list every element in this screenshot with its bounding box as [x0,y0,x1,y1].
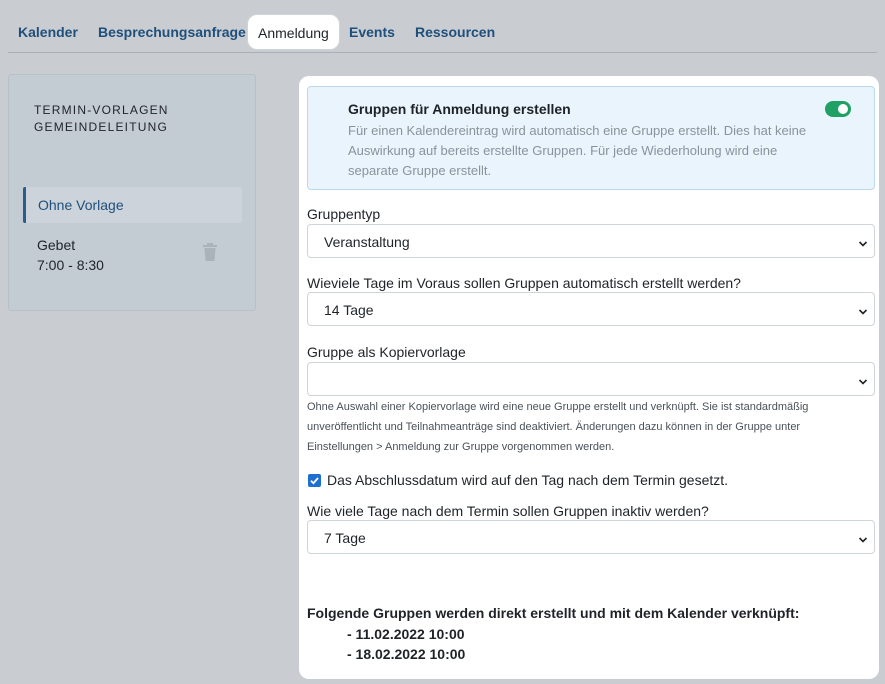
inaktiv-select[interactable] [307,520,875,554]
chevron-down-icon [858,532,868,542]
tab-events[interactable]: Events [349,24,395,40]
chevron-down-icon [858,374,868,384]
kopiervorlage-help: Ohne Auswahl einer Kopiervorlage wird eine neue Gruppe erstellt und verknüpft. Sie ist standardmäßig unveröffentlicht und Teilnahmeanträge sind deaktiviert. Änderungen dazu können in der Gruppe unter Einstellungen > Anmeldung zur Gruppe vorgenommen werden. [307,401,809,453]
info-description: Für einen Kalendereintrag wird automatisch eine Gruppe erstellt. Dies hat keine Auswirkung auf bereits erstellte Gruppen. Für jede Wiederholung wird eine separate Gruppe erstellt. [348,123,807,178]
gruppentyp-value: Veranstaltung [324,234,410,250]
kopiervorlage-select[interactable] [307,362,875,396]
anmeldung-panel [299,76,879,679]
result-item: - 18.02.2022 10:00 [347,646,466,662]
template-sidebar [8,74,256,311]
inaktiv-label: Wie viele Tage nach dem Termin sollen Gruppen inaktiv werden? [307,503,709,519]
abschluss-checkbox-label: Das Abschlussdatum wird auf den Tag nach dem Termin gesetzt. [327,472,729,488]
tage-voraus-label: Wieviele Tage im Voraus sollen Gruppen automatisch erstellt werden? [307,275,741,291]
info-title: Gruppen für Anmeldung erstellen [348,101,571,117]
sidebar-item-name: Gebet [37,237,76,253]
tage-voraus-select[interactable] [307,292,875,326]
tab-besprechungsanfrage[interactable]: Besprechungsanfrage [98,24,246,40]
tab-divider [8,52,877,53]
create-groups-toggle[interactable] [825,101,851,117]
sidebar-title [34,102,169,136]
gruppentyp-select[interactable] [307,224,875,258]
sidebar-title-line2: GEMEINDELEITUNG [34,120,169,134]
gruppentyp-label: Gruppentyp [307,206,381,222]
abschluss-checkbox[interactable] [308,474,321,487]
sidebar-item-gebet[interactable] [23,235,242,280]
kopiervorlage-label: Gruppe als Kopiervorlage [307,344,466,360]
result-item: - 11.02.2022 10:00 [347,626,465,642]
inaktiv-value: 7 Tage [324,530,366,546]
tab-kalender[interactable]: Kalender [18,24,78,40]
sidebar-title-line1: TERMIN-VORLAGEN [34,103,169,117]
tab-bar [0,0,885,53]
tab-anmeldung[interactable]: Anmeldung [247,14,340,50]
check-icon [308,474,321,487]
result-title: Folgende Gruppen werden direkt erstellt und mit dem Kalender verknüpft: [307,605,800,621]
trash-icon[interactable] [203,243,217,261]
sidebar-item-time: 7:00 - 8:30 [37,257,104,273]
tab-ressourcen[interactable]: Ressourcen [415,24,496,40]
chevron-down-icon [858,304,868,314]
info-box [307,86,875,190]
sidebar-item-ohne-vorlage[interactable] [23,187,242,223]
tage-voraus-value: 14 Tage [324,302,374,318]
chevron-down-icon [858,236,868,246]
sidebar-item-label: Ohne Vorlage [38,197,124,213]
